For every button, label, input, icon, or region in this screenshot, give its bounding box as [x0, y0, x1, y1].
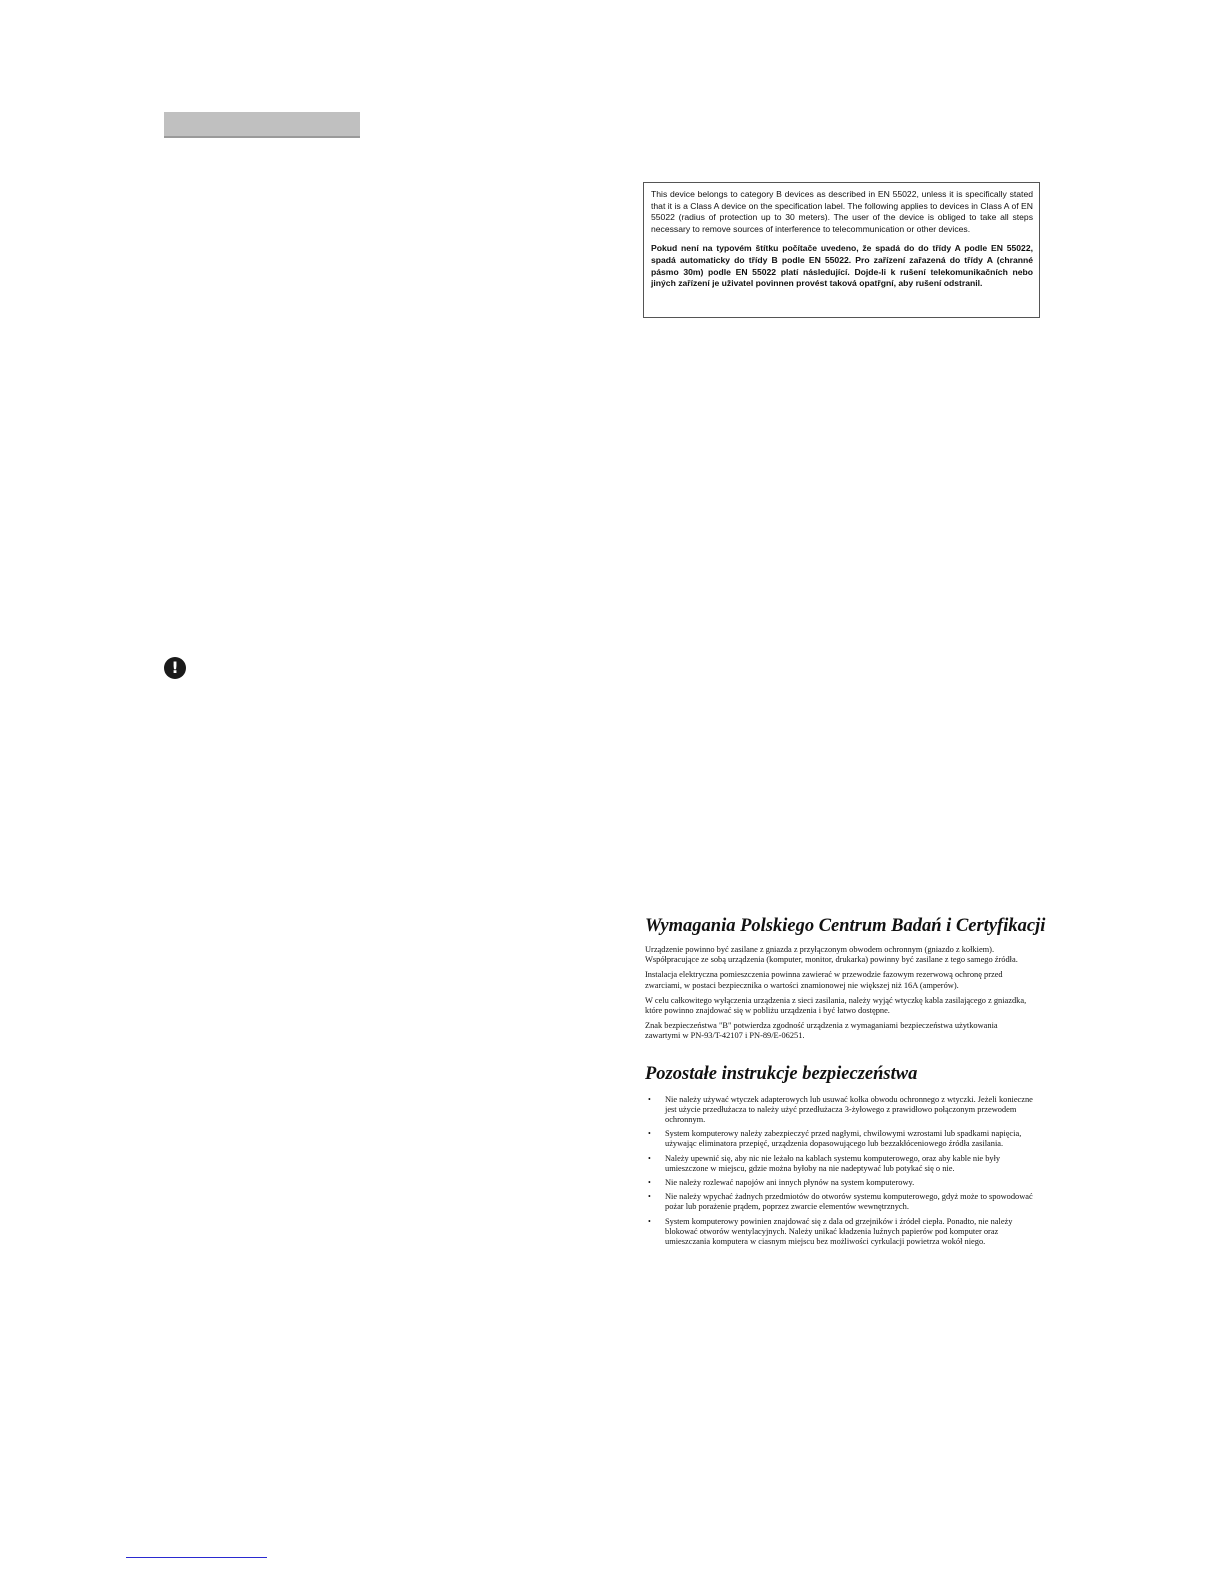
list-item: [645, 1129, 1035, 1149]
list-item-text: Nie należy rozlewać napojów ani innych płynów na system komputerowy.: [665, 1178, 915, 1188]
list-item: [645, 1154, 1035, 1174]
pcbc-paragraph: Urządzenie powinno być zasilane z gniazda z przyłączonym obwodem ochronnym (gniazdo z kołkiem). Współpracujące ze sobą urządzenia (komputer, monitor, drukarka) powinny być zasilane z tego samego źródła.: [645, 945, 1018, 965]
bullet-icon: •: [648, 1192, 651, 1202]
bullet-icon: •: [648, 1178, 651, 1188]
list-item-text: Należy upewnić się, aby nic nie leżało na kablach systemu komputerowego, oraz aby kable nie były umieszczone w miejscu, gdzie można byłoby na nie nadeptywać lub potykać się o nie.: [665, 1153, 1001, 1173]
list-item-text: System komputerowy należy zabezpieczyć przed nagłymi, chwilowymi wzrostami lub spadkami napięcia, używając eliminatora przepięć, urządzenia dopasowującego lub bezzakłóceniowego źródła zasilania.: [665, 1129, 1022, 1149]
pcbc-paragraph: Instalacja elektryczna pomieszczenia powinna zawierać w przewodzie fazowym rezerwową ochronę przed zwarciami, w postaci bezpiecznika o wartości znamionowej nie większej niż 16A (amperów).: [645, 970, 1003, 990]
list-item-text: System komputerowy powinien znajdować się z dala od grzejników i źródeł ciepła. Ponadto, nie należy blokować otworów wentylacyjnych. Należy unikać kładzenia luźnych papierów pod komputer oraz umieszczania komputera w ciasnym miejscu bez możliwości cyrkulacji powietrza wokół niego.: [665, 1216, 1013, 1247]
bullet-icon: •: [648, 1094, 651, 1104]
emc-notice-box: [643, 182, 1040, 318]
bullet-icon: •: [648, 1153, 651, 1163]
exclamation-icon: [164, 657, 186, 679]
other-safety-list: [645, 1095, 1035, 1248]
pcbc-paragraph: Znak bezpieczeństwa "B" potwierdza zgodność urządzenia z wymaganiami bezpieczeństwa użytkowania zawartymi w PN-93/T-42107 i PN-89/E-06251.: [645, 1021, 998, 1041]
list-item-text: Nie należy używać wtyczek adapterowych lub usuwać kołka obwodu ochronnego z wtyczki. Jeżeli konieczne jest użycie przedłużacza to należy użyć przedłużacza 3-żyłowego z prawidłowo połączonym przewodem ochronnym.: [665, 1094, 1033, 1125]
list-item: [645, 1095, 1035, 1126]
other-safety-title: Pozostałe instrukcje bezpieczeństwa: [645, 1063, 918, 1084]
emc-notice-english: This device belongs to category B devices as described in EN 55022, unless it is specifically stated that it is a Class A device on the specification label. The following applies to devices in Class A of EN 55022 (radius of protection up to 30 meters). The user of the device is obliged to take all steps necessary to remove sources of interference to telecommunication or other devices.: [651, 189, 1033, 234]
footer-link-underline[interactable]: [126, 1557, 267, 1558]
pcbc-paragraph: W celu całkowitego wyłączenia urządzenia z sieci zasilania, należy wyjąć wtyczkę kabla zasilającego z gniazdka, które powinno znajdować się w pobliżu urządzenia i być łatwo dostępne.: [645, 995, 1027, 1016]
list-item-text: Nie należy wpychać żadnych przedmiotów do otworów systemu komputerowego, gdyż może to spowodować pożar lub porażenie prądem, poprzez zwarcie elementów wewnętrznych.: [665, 1192, 1033, 1212]
section-header-bar: [164, 112, 360, 138]
bullet-icon: •: [648, 1129, 651, 1139]
emc-notice-czech: Pokud není na typovém štítku počítače uvedeno, že spadá do do třídy A podle EN 55022, spadá automaticky do třídy B podle EN 55022. Pro zařízení zařazená do třídy A (chranné pásmo 30m) podle EN 55022 platí následující. Dojde-li k rušení telekomunikačních nebo jiných zařízení je uživatel povinnen provést taková opatřgní, aby rušení odstranil.: [651, 243, 1033, 289]
list-item: [645, 1178, 1035, 1188]
list-item: [645, 1192, 1035, 1212]
pcbc-requirements-title: Wymagania Polskiego Centrum Badań i Certyfikacji: [645, 916, 1046, 936]
bullet-icon: •: [648, 1216, 651, 1226]
list-item: [645, 1217, 1035, 1248]
exclamation-glyph: !: [171, 658, 179, 677]
polish-safety-section: [645, 915, 1046, 1251]
